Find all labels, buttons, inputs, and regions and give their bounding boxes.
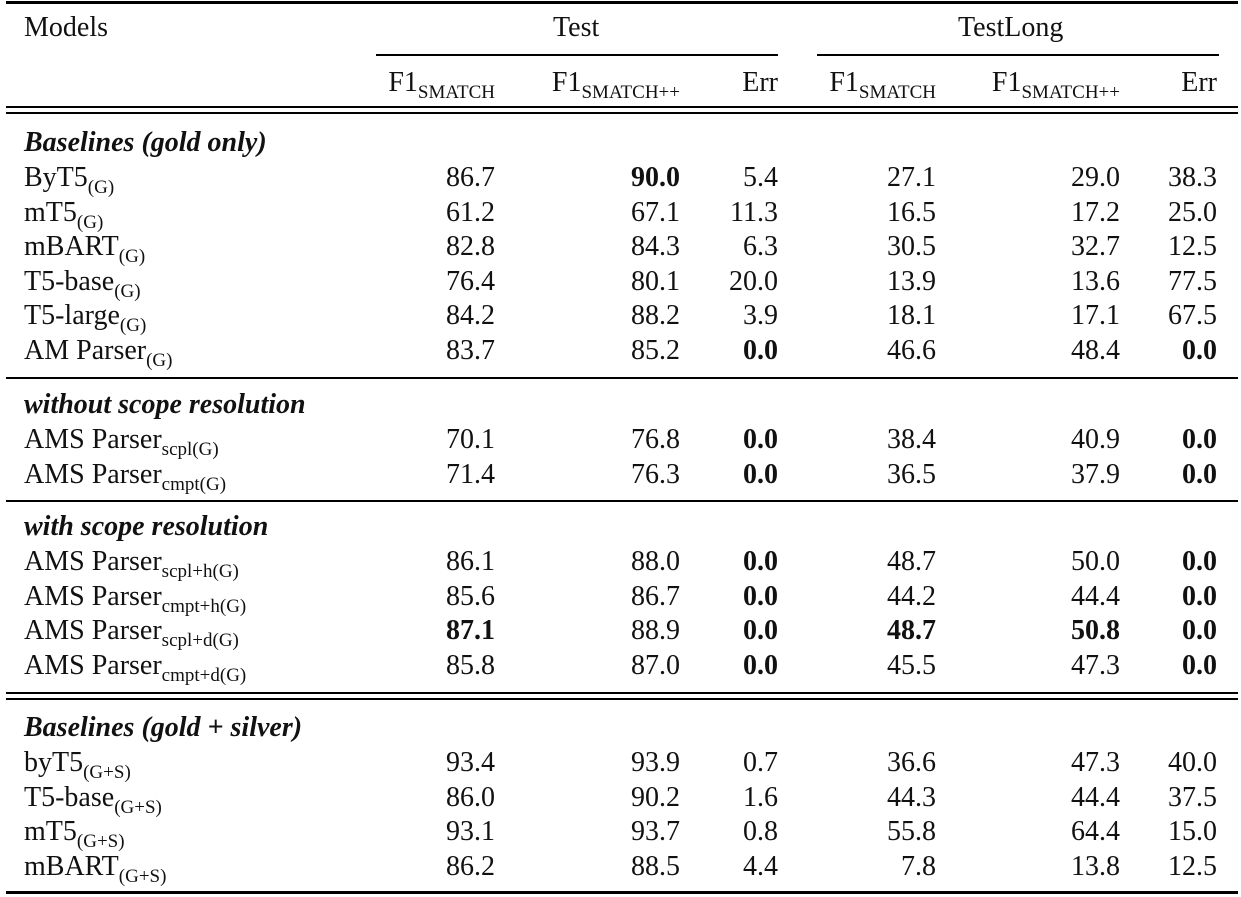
model-name: AMS Parser [24,580,162,612]
cell-f1-smatch-testlong: 38.4 [887,424,936,455]
cell-err-test: 3.9 [743,300,778,332]
cell-f1-smatchpp-testlong: 47.3 [1071,649,1120,681]
cell-f1-smatch-testlong: 7.8 [901,850,936,882]
model-name-cell [24,161,115,198]
cell-err-test: 4.4 [743,850,778,882]
model-name-subscript: (G) [76,211,104,233]
cell-err-testlong: 0.0 [1182,615,1217,647]
cell-f1-smatchpp-testlong: 40.9 [1071,424,1120,455]
cell-f1-smatch-test: 87.1 [446,615,495,647]
model-name-subscript: (G) [87,177,115,198]
cell-f1-smatchpp-test: 90.2 [631,781,680,813]
cell-f1-smatch-test: 85.8 [446,649,495,681]
cell-err-test: 11.3 [730,196,778,228]
cell-f1-smatchpp-test: 85.2 [631,335,680,366]
model-name-cell [24,746,131,783]
cell-err-testlong: 0.0 [1182,649,1217,681]
cell-err-test: 0.0 [743,424,778,455]
cell-err-test: 0.7 [743,747,778,778]
cell-f1-smatchpp-testlong: 50.0 [1071,546,1120,577]
cell-f1-smatch-testlong: 18.1 [887,300,936,332]
model-name: AMS Parser [24,546,162,577]
section-title: Baselines (gold + silver) [24,712,303,743]
cell-f1-smatchpp-testlong: 37.9 [1071,458,1120,490]
model-name-subscript: (G+S) [118,865,167,887]
cell-f1-smatch-testlong: 46.6 [887,335,936,366]
cell-err-test: 5.4 [743,162,778,193]
cell-f1-smatch-test: 70.1 [446,424,495,455]
cell-err-test: 0.0 [743,580,778,612]
cell-f1-smatch-test: 86.7 [446,162,495,193]
cell-f1-smatchpp-test: 88.2 [631,300,680,332]
model-name-subscript: (G) [114,280,141,302]
section-double-rule-b [6,698,1238,700]
model-name: mT5 [24,816,77,848]
model-name-cell [24,850,167,887]
model-name-cell [24,649,247,686]
testlong-group-rule [817,54,1219,56]
model-name-subscript: (G) [146,350,173,371]
cell-f1-smatchpp-test: 84.3 [631,231,680,263]
cell-err-testlong: 0.0 [1182,424,1217,455]
cell-f1-smatch-testlong: 45.5 [887,649,936,681]
model-name: AMS Parser [24,458,162,490]
cell-err-test: 0.0 [743,335,778,366]
model-name-cell [24,299,147,337]
cell-err-testlong: 77.5 [1168,265,1217,297]
cell-f1-smatchpp-testlong: 44.4 [1071,781,1120,813]
model-name: AM Parser [24,335,147,366]
cell-f1-smatch-test: 86.0 [446,781,495,813]
section-title: Baselines (gold only) [24,127,267,158]
cell-err-testlong: 0.0 [1182,458,1217,490]
model-name: AMS Parser [24,424,162,455]
cell-f1-smatchpp-test: 93.9 [631,747,680,778]
section-double-rule-a [6,692,1238,694]
cell-err-test: 0.0 [743,458,778,490]
cell-f1-smatch-test: 85.6 [446,580,495,612]
model-name-subscript: (G+S) [114,796,162,818]
cell-f1-smatchpp-test: 67.1 [631,196,680,228]
cell-err-test: 0.0 [743,649,778,681]
cell-f1-smatchpp-testlong: 17.2 [1071,196,1120,228]
model-name-subscript: scpl(G) [161,439,219,460]
cell-f1-smatchpp-testlong: 17.1 [1071,300,1120,332]
cell-f1-smatch-testlong: 16.5 [887,196,936,228]
cell-err-testlong: 67.5 [1168,300,1217,332]
header-group-test: Test [553,12,600,43]
cell-f1-smatch-testlong: 44.3 [887,781,936,813]
header-models: Models [24,12,108,43]
model-name-cell [24,265,141,302]
cell-f1-smatchpp-testlong: 50.8 [1071,615,1120,647]
top-rule [6,1,1238,4]
cell-f1-smatchpp-test: 76.3 [631,458,680,490]
model-name: byT5 [24,747,84,778]
cell-f1-smatch-test: 86.2 [446,850,495,882]
model-name-cell [24,334,173,371]
section-rule-1 [6,377,1238,379]
cell-f1-smatchpp-test: 80.1 [631,265,680,297]
cell-f1-smatchpp-test: 90.0 [631,162,680,193]
header-group-testlong: TestLong [958,12,1064,43]
cell-err-test: 6.3 [743,231,778,263]
cell-f1-smatchpp-test: 93.7 [631,816,680,848]
cell-f1-smatch-testlong: 48.7 [887,546,936,577]
cell-err-testlong: 0.0 [1182,580,1217,612]
model-name-cell [24,230,146,268]
model-name-cell [24,781,162,818]
model-name-cell [24,423,219,460]
model-name: mBART [24,231,119,263]
bottom-rule [6,891,1238,894]
cell-err-test: 1.6 [743,781,778,813]
cell-err-test: 0.0 [743,546,778,577]
cell-err-testlong: 40.0 [1168,747,1217,778]
model-name: ByT5 [24,162,88,193]
model-name-subscript: scpl+d(G) [161,630,239,652]
cell-f1-smatchpp-test: 88.5 [631,850,680,882]
section-title: without scope resolution [24,389,306,420]
cell-f1-smatch-test: 93.1 [446,816,495,848]
cell-f1-smatchpp-testlong: 48.4 [1071,335,1120,366]
cell-f1-smatch-testlong: 36.6 [887,747,936,778]
cell-err-testlong: 0.0 [1182,546,1217,577]
model-name-cell [24,614,239,652]
cell-f1-smatchpp-test: 88.9 [631,615,680,647]
cell-f1-smatchpp-testlong: 29.0 [1071,162,1120,193]
header-double-rule-b [6,112,1238,114]
cell-err-testlong: 15.0 [1168,816,1217,848]
cell-f1-smatchpp-test: 87.0 [631,649,680,681]
cell-f1-smatch-test: 71.4 [446,458,495,490]
cell-f1-smatchpp-testlong: 44.4 [1071,580,1120,612]
cell-f1-smatch-testlong: 44.2 [887,580,936,612]
cell-f1-smatchpp-testlong: 32.7 [1071,231,1120,263]
cell-f1-smatchpp-testlong: 13.8 [1071,850,1120,882]
cell-f1-smatch-testlong: 48.7 [887,615,936,647]
model-name-cell [24,458,227,495]
cell-f1-smatch-test: 76.4 [446,265,495,297]
model-name-subscript: cmpt+d(G) [161,664,247,686]
cell-err-testlong: 37.5 [1168,781,1217,813]
header-f1-smatchpp-test: $F1_{SMATCH++}$ [551,67,680,103]
cell-f1-smatch-test: 82.8 [446,231,495,263]
test-group-rule [376,54,778,56]
model-name: T5-base [24,781,115,813]
cell-f1-smatchpp-testlong: 64.4 [1071,816,1120,848]
cell-f1-smatch-test: 84.2 [446,300,495,332]
model-name-subscript: (G) [119,315,147,337]
model-name: AMS Parser [24,615,162,647]
model-name-cell [24,580,247,617]
header-err-test: Err [742,67,778,98]
header-f1-smatchpp-testlong: $F1_{SMATCH++}$ [991,67,1120,103]
cell-err-testlong: 25.0 [1168,196,1217,228]
section-rule-2 [6,500,1238,502]
cell-f1-smatch-test: 83.7 [446,335,495,366]
model-name: T5-large [24,300,120,332]
header-f1-smatch-testlong: $F1_{SMATCH}$ [829,67,936,103]
cell-f1-smatch-testlong: 36.5 [887,458,936,490]
cell-f1-smatch-testlong: 27.1 [887,162,936,193]
model-name-cell [24,196,104,233]
section-title: with scope resolution [24,511,269,542]
cell-err-test: 0.8 [743,816,778,848]
model-name: mBART [24,850,119,882]
cell-err-testlong: 38.3 [1168,162,1217,193]
model-name-cell [24,815,125,853]
model-name: T5-base [24,265,115,297]
model-name-subscript: (G+S) [83,762,131,783]
model-name-subscript: (G+S) [76,831,125,853]
model-name-cell [24,545,239,582]
header-err-testlong: Err [1181,67,1217,98]
cell-f1-smatchpp-test: 76.8 [631,424,680,455]
cell-f1-smatchpp-test: 88.0 [631,546,680,577]
cell-f1-smatchpp-test: 86.7 [631,580,680,612]
cell-err-testlong: 12.5 [1168,231,1217,263]
cell-f1-smatch-test: 61.2 [446,196,495,228]
header-double-rule-a [6,106,1238,108]
model-name-subscript: cmpt+h(G) [161,595,247,617]
cell-f1-smatch-testlong: 55.8 [887,816,936,848]
cell-f1-smatchpp-testlong: 13.6 [1071,265,1120,297]
cell-f1-smatch-testlong: 30.5 [887,231,936,263]
model-name: AMS Parser [24,649,162,681]
cell-f1-smatch-test: 86.1 [446,546,495,577]
cell-f1-smatch-test: 93.4 [446,747,495,778]
model-name-subscript: scpl+h(G) [161,561,239,582]
cell-err-test: 20.0 [729,265,778,297]
model-name-subscript: cmpt(G) [161,473,227,495]
cell-f1-smatch-testlong: 13.9 [887,265,936,297]
model-name-subscript: (G) [118,246,146,268]
cell-f1-smatchpp-testlong: 47.3 [1071,747,1120,778]
cell-err-test: 0.0 [743,615,778,647]
cell-err-testlong: 12.5 [1168,850,1217,882]
model-name: mT5 [24,196,77,228]
header-f1-smatch-test: $F1_{SMATCH}$ [388,67,495,103]
cell-err-testlong: 0.0 [1182,335,1217,366]
